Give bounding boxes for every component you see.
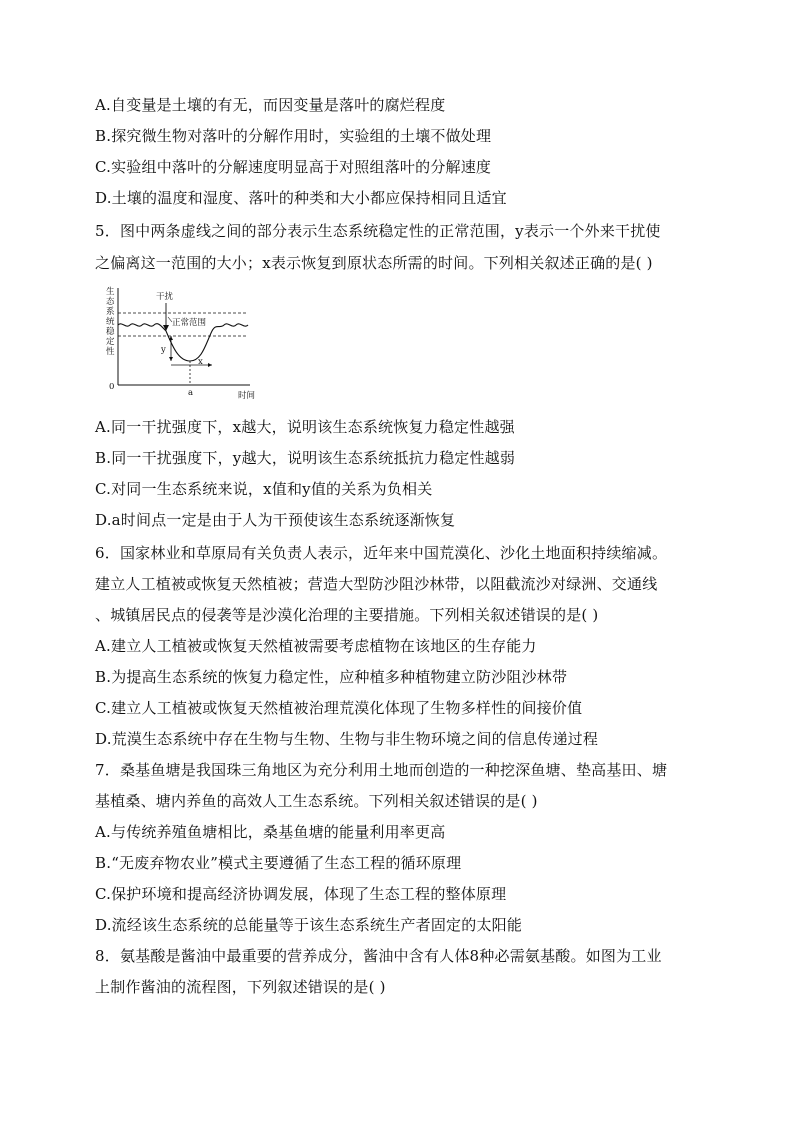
y-arrowhead-down	[169, 357, 173, 361]
stability-curve	[118, 324, 248, 361]
y-axis-label-char: 定	[106, 337, 115, 347]
y-axis-label-char: 稳	[106, 327, 115, 337]
option-6a: A.建立人工植被或恢复天然植被需要考虑植物在该地区的生存能力	[95, 637, 537, 655]
origin-label: 0	[109, 382, 115, 392]
a-label: a	[188, 388, 194, 398]
x-label: x	[198, 357, 203, 367]
question-6-stem-line-2: 建立人工植被或恢复天然植被；营造大型防沙阻沙林带，以阻截流沙对绿洲、交通线	[95, 575, 658, 593]
question-7-stem-line-2: 基植桑、塘内养鱼的高效人工生态系统。下列相关叙述错误的是( )	[95, 792, 538, 810]
y-label: y	[161, 345, 166, 355]
option-7c: C.保护环境和提高经济协调发展，体现了生态工程的整体原理	[95, 885, 507, 903]
y-axis-label-char: 性	[106, 347, 115, 357]
question-6-stem-line-3: 、城镇居民点的侵袭等是沙漠化治理的主要措施。下列相关叙述错误的是( )	[95, 606, 599, 624]
option-5c: C.对同一生态系统来说，x值和y值的关系为负相关	[95, 480, 433, 498]
y-axis-label-char: 统	[106, 317, 115, 327]
y-axis-label-char: 生	[106, 287, 115, 297]
x-axis-label: 时间	[238, 391, 256, 401]
option-7d: D.流经该生态系统的总能量等于该生态系统生产者固定的太阳能	[95, 916, 523, 934]
x-arrowhead	[208, 363, 212, 367]
stability-graph	[100, 285, 260, 405]
y-axis-label-char: 态	[106, 297, 115, 307]
normal-range-label: 正常范围	[172, 318, 207, 328]
option-6d: D.荒漠生态系统中存在生物与生物、生物与非生物环境之间的信息传递过程	[95, 730, 599, 748]
option-5d: D.a时间点一定是由于人为干预使该生态系统逐渐恢复	[95, 511, 456, 529]
option-7b: B.“无废弃物农业”模式主要遵循了生态工程的循环原理	[95, 854, 462, 872]
y-axis-label-char: 系	[106, 307, 115, 317]
disturbance-label: 干扰	[156, 292, 174, 302]
option-6b: B.为提高生态系统的恢复力稳定性，应种植多种植物建立防沙阻沙林带	[95, 668, 568, 686]
option-4d: D.土壤的温度和湿度、落叶的种类和大小都应保持相同且适宜	[95, 189, 507, 207]
option-4a: A.自变量是土壤的有无，而因变量是落叶的腐烂程度	[95, 96, 446, 114]
stability-graph-figure	[100, 285, 260, 405]
question-5-stem-line-1: 5．图中两条虚线之间的部分表示生态系统稳定性的正常范围，y表示一个外来干扰使	[95, 222, 661, 240]
option-7a: A.与传统养殖鱼塘相比，桑基鱼塘的能量利用率更高	[95, 823, 446, 841]
question-7-stem-line-1: 7．桑基鱼塘是我国珠三角地区为充分利用土地而创造的一种挖深鱼塘、垫高基田、塘	[95, 761, 668, 779]
option-4c: C.实验组中落叶的分解速度明显高于对照组落叶的分解速度	[95, 158, 492, 176]
option-6c: C.建立人工植被或恢复天然植被治理荒漠化体现了生物多样性的间接价值	[95, 699, 583, 717]
question-5-stem-line-2: 之偏离这一范围的大小；x表示恢复到原状态所需的时间。下列相关叙述正确的是( )	[95, 254, 653, 272]
option-5b: B.同一干扰强度下，y越大，说明该生态系统抵抗力稳定性越弱	[95, 449, 516, 467]
option-5a: A.同一干扰强度下，x越大，说明该生态系统恢复力稳定性越强	[95, 418, 515, 436]
option-4b: B.探究微生物对落叶的分解作用时，实验组的土壤不做处理	[95, 127, 492, 145]
question-8-stem-line-1: 8．氨基酸是酱油中最重要的营养成分，酱油中含有人体8种必需氨基酸。如图为工业	[95, 947, 662, 965]
question-6-stem-line-1: 6．国家林业和草原局有关负责人表示，近年来中国荒漠化、沙化土地面积持续缩减。	[95, 544, 668, 562]
question-8-stem-line-2: 上制作酱油的流程图，下列叙述错误的是( )	[95, 978, 386, 996]
